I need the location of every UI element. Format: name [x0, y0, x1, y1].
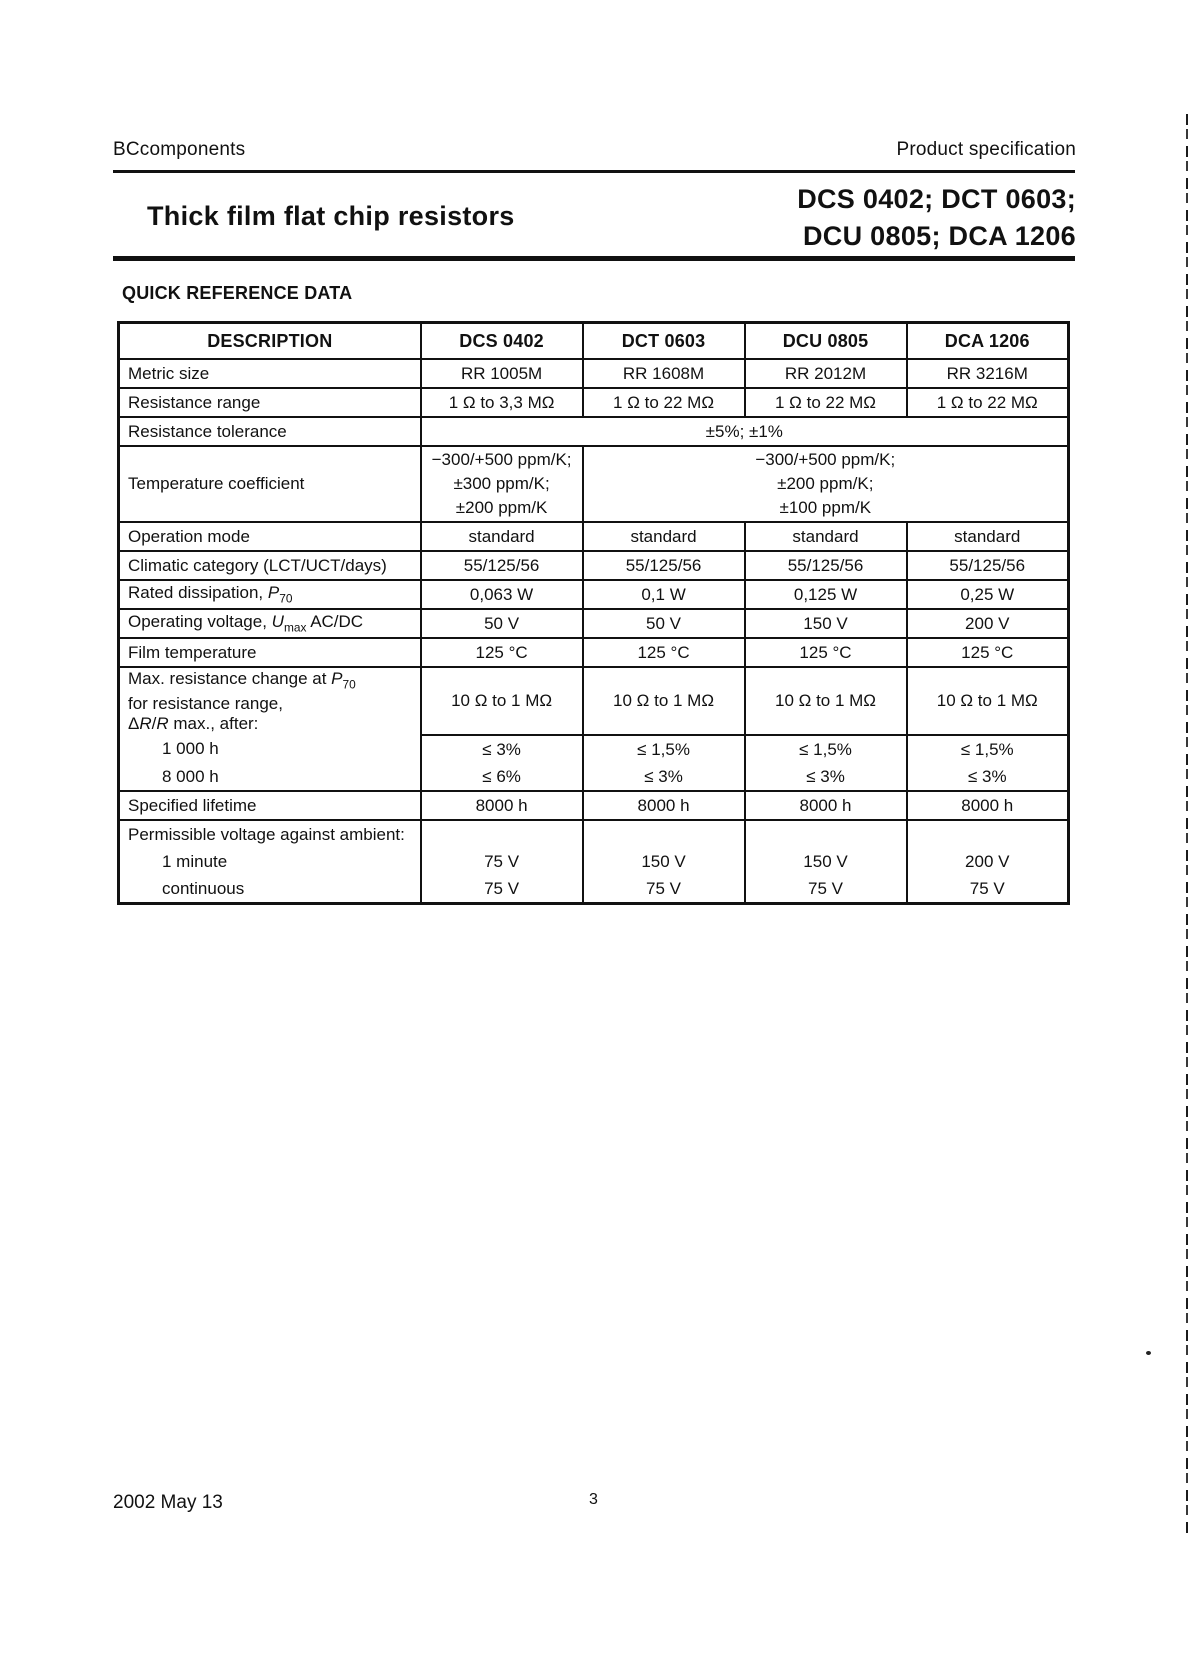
table-row	[119, 875, 1069, 904]
cell-line: ±100 ppm/K	[779, 498, 872, 517]
cell-after-1000h: ≤ 3%	[421, 735, 583, 763]
cell-one-minute: 1 minute	[119, 848, 421, 875]
cell-specified-lifetime: Specified lifetime	[119, 791, 421, 820]
table-row	[119, 820, 1069, 848]
cell-permissible-voltage	[583, 820, 745, 848]
cell-operation-mode: standard	[583, 522, 745, 551]
cell-rated-dissipation: 0,063 W	[421, 580, 583, 609]
cell-after-8000h: 8 000 h	[119, 763, 421, 791]
cell-max-resistance-change	[119, 667, 421, 735]
cell-after-8000h: ≤ 3%	[745, 763, 907, 791]
product-codes-line2: DCU 0805; DCA 1206	[802, 221, 1076, 251]
cell-resistance-range: 1 Ω to 22 MΩ	[907, 388, 1069, 417]
cell-resistance-range: 1 Ω to 22 MΩ	[583, 388, 745, 417]
table-row	[119, 763, 1069, 791]
page-title: Thick film flat chip resistors	[147, 201, 515, 231]
footer-date: 2002 May 13	[113, 1492, 223, 1513]
cell-continuous: 75 V	[583, 875, 745, 904]
table-row	[119, 446, 1069, 522]
product-codes-line1: DCS 0402; DCT 0603;	[797, 184, 1076, 214]
product-codes	[797, 181, 1076, 255]
cell-operating-voltage: 50 V	[421, 609, 583, 638]
scan-speck-artifact	[1146, 1351, 1151, 1355]
cell-line: ΔR/R max., after:	[128, 714, 259, 734]
cell-operating-voltage: 150 V	[745, 609, 907, 638]
cell-one-minute: 200 V	[907, 848, 1069, 875]
cell-resistance-tolerance: Resistance tolerance	[119, 417, 421, 446]
table-row	[119, 417, 1069, 446]
cell-rated-dissipation: 0,25 W	[907, 580, 1069, 609]
table-row	[119, 359, 1069, 388]
table-row	[119, 323, 1069, 360]
quick-reference-table	[117, 321, 1070, 905]
cell-operating-voltage: 200 V	[907, 609, 1069, 638]
cell-permissible-voltage	[745, 820, 907, 848]
cell-continuous: 75 V	[907, 875, 1069, 904]
cell-continuous: 75 V	[421, 875, 583, 904]
header-divider	[113, 170, 1075, 173]
cell-film-temperature: Film temperature	[119, 638, 421, 667]
cell-permissible-voltage	[421, 820, 583, 848]
cell-metric-size: RR 2012M	[745, 359, 907, 388]
cell-permissible-voltage	[907, 820, 1069, 848]
cell-line: ±200 ppm/K	[455, 498, 548, 517]
cell-after-1000h: ≤ 1,5%	[745, 735, 907, 763]
column-header: DCS 0402	[421, 323, 583, 360]
cell-line: ±300 ppm/K;	[453, 474, 550, 493]
cell-one-minute: 150 V	[583, 848, 745, 875]
cell-line: ±200 ppm/K;	[777, 474, 874, 493]
cell-after-8000h: ≤ 3%	[907, 763, 1069, 791]
column-header: DCT 0603	[583, 323, 745, 360]
cell-after-8000h: ≤ 3%	[583, 763, 745, 791]
cell-rated-dissipation: Rated dissipation, $P_{70}$	[119, 580, 421, 609]
table-row	[119, 791, 1069, 820]
cell-temperature-coefficient	[583, 446, 1069, 522]
title-divider	[113, 256, 1075, 261]
column-header: DESCRIPTION	[119, 323, 421, 360]
cell-climatic-category: 55/125/56	[907, 551, 1069, 580]
table-row	[119, 667, 1069, 735]
cell-continuous: 75 V	[745, 875, 907, 904]
cell-metric-size: RR 1005M	[421, 359, 583, 388]
cell-line: −300/+500 ppm/K;	[431, 450, 572, 469]
cell-specified-lifetime: 8000 h	[583, 791, 745, 820]
cell-resistance-range: Resistance range	[119, 388, 421, 417]
cell-line: −300/+500 ppm/K;	[755, 450, 896, 469]
cell-resistance-range: 1 Ω to 22 MΩ	[745, 388, 907, 417]
section-heading: QUICK REFERENCE DATA	[122, 283, 353, 303]
cell-max-resistance-change: 10 Ω to 1 MΩ	[907, 667, 1069, 735]
cell-max-resistance-change: 10 Ω to 1 MΩ	[583, 667, 745, 735]
table-row	[119, 388, 1069, 417]
table-row	[119, 848, 1069, 875]
cell-permissible-voltage: Permissible voltage against ambient:	[119, 820, 421, 848]
cell-specified-lifetime: 8000 h	[745, 791, 907, 820]
cell-film-temperature: 125 °C	[907, 638, 1069, 667]
cell-after-1000h: ≤ 1,5%	[583, 735, 745, 763]
cell-operation-mode: Operation mode	[119, 522, 421, 551]
cell-one-minute: 75 V	[421, 848, 583, 875]
cell-specified-lifetime: 8000 h	[421, 791, 583, 820]
table-row	[119, 735, 1069, 763]
cell-operating-voltage: Operating voltage, $U_{max}$ AC/DC	[119, 609, 421, 638]
cell-metric-size: Metric size	[119, 359, 421, 388]
cell-climatic-category: 55/125/56	[583, 551, 745, 580]
cell-after-8000h: ≤ 6%	[421, 763, 583, 791]
cell-rated-dissipation: 0,125 W	[745, 580, 907, 609]
column-header: DCA 1206	[907, 323, 1069, 360]
cell-film-temperature: 125 °C	[745, 638, 907, 667]
cell-operation-mode: standard	[421, 522, 583, 551]
table-row	[119, 551, 1069, 580]
cell-one-minute: 150 V	[745, 848, 907, 875]
page-number: 3	[589, 1491, 598, 1508]
cell-temperature-coefficient	[421, 446, 583, 522]
table-row	[119, 580, 1069, 609]
cell-line: for resistance range,	[128, 694, 283, 714]
cell-film-temperature: 125 °C	[421, 638, 583, 667]
cell-metric-size: RR 1608M	[583, 359, 745, 388]
cell-operation-mode: standard	[907, 522, 1069, 551]
cell-max-resistance-change: 10 Ω to 1 MΩ	[421, 667, 583, 735]
cell-metric-size: RR 3216M	[907, 359, 1069, 388]
cell-after-1000h: ≤ 1,5%	[907, 735, 1069, 763]
cell-line: Max. resistance change at $P_{70}$	[128, 669, 356, 692]
cell-operation-mode: standard	[745, 522, 907, 551]
cell-film-temperature: 125 °C	[583, 638, 745, 667]
brand-name: BCcomponents	[113, 139, 246, 160]
cell-climatic-category: 55/125/56	[745, 551, 907, 580]
scan-edge-artifact	[1186, 114, 1188, 1534]
cell-resistance-tolerance: ±5%; ±1%	[421, 417, 1069, 446]
table-row	[119, 522, 1069, 551]
cell-specified-lifetime: 8000 h	[907, 791, 1069, 820]
cell-after-1000h: 1 000 h	[119, 735, 421, 763]
cell-temperature-coefficient: Temperature coefficient	[119, 446, 421, 522]
cell-max-resistance-change: 10 Ω to 1 MΩ	[745, 667, 907, 735]
cell-climatic-category: 55/125/56	[421, 551, 583, 580]
cell-climatic-category: Climatic category (LCT/UCT/days)	[119, 551, 421, 580]
cell-continuous: continuous	[119, 875, 421, 904]
document-type-label: Product specification	[896, 139, 1076, 160]
table-row	[119, 638, 1069, 667]
column-header: DCU 0805	[745, 323, 907, 360]
cell-rated-dissipation: 0,1 W	[583, 580, 745, 609]
cell-operating-voltage: 50 V	[583, 609, 745, 638]
table-row	[119, 609, 1069, 638]
cell-resistance-range: 1 Ω to 3,3 MΩ	[421, 388, 583, 417]
